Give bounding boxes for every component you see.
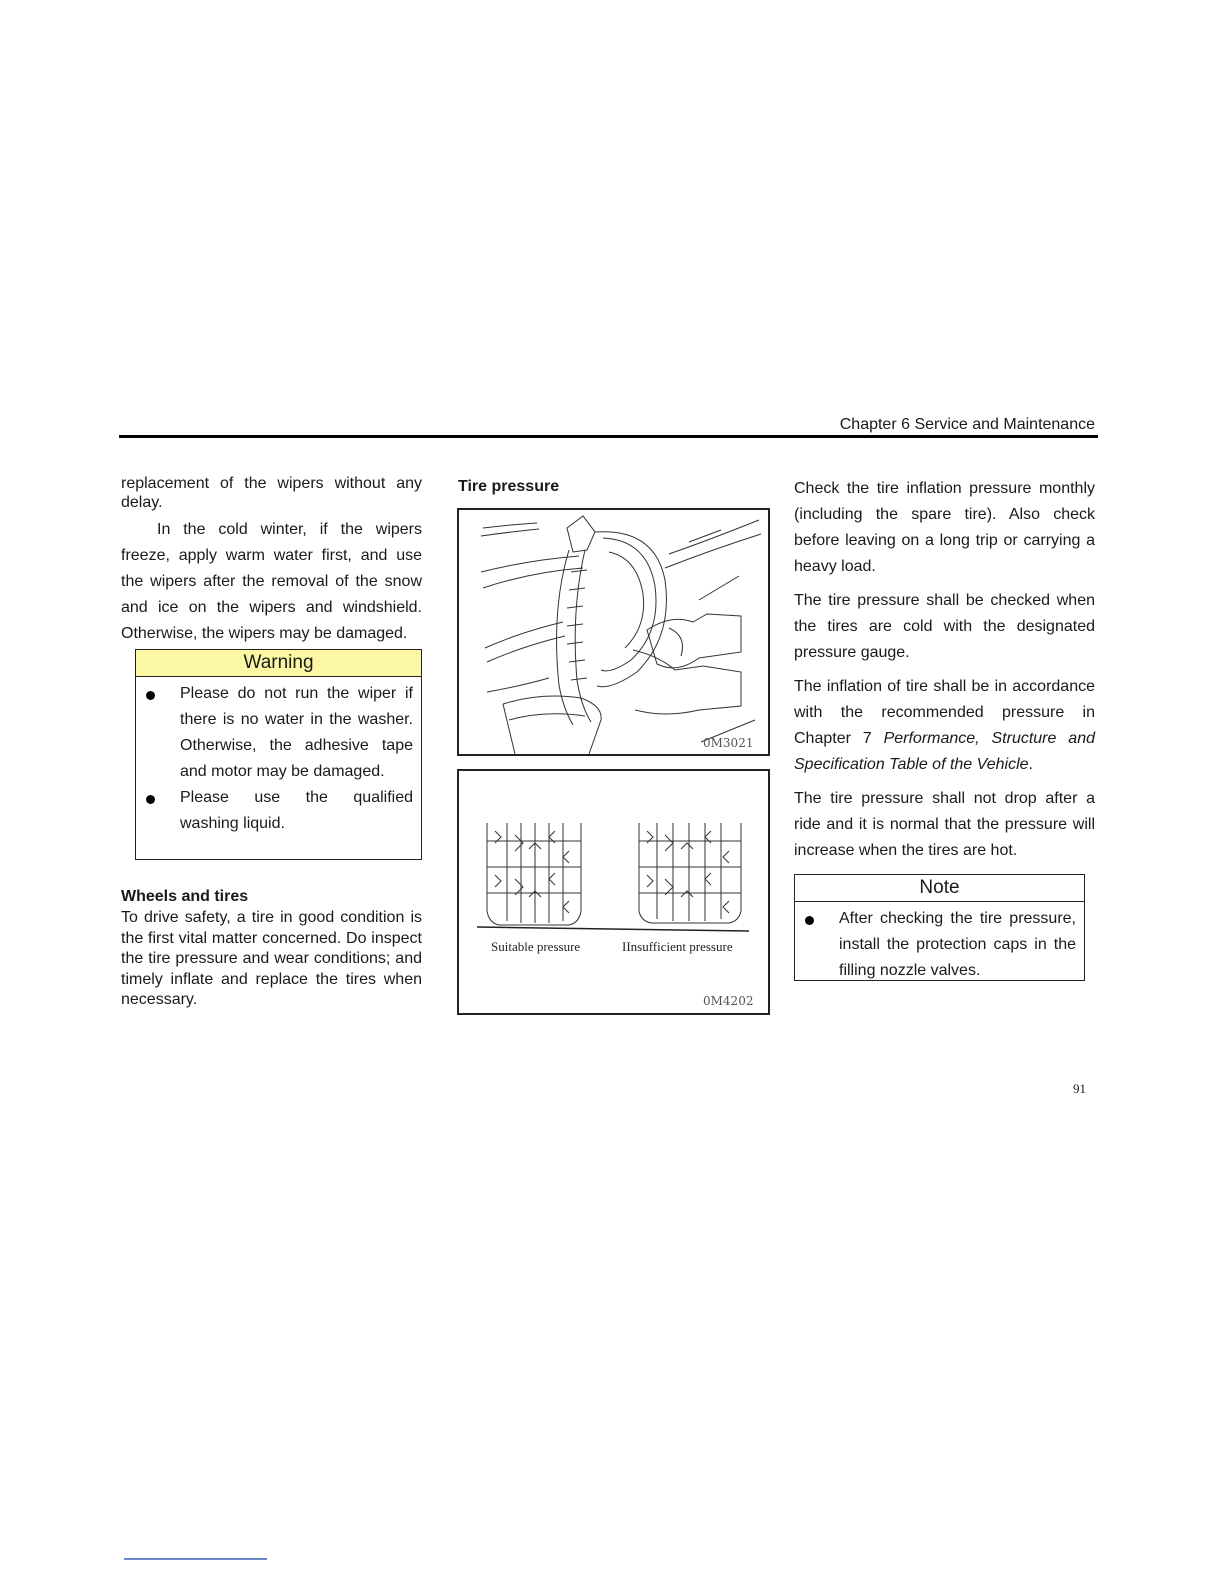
chapter-title: Chapter 6 Service and Maintenance: [839, 416, 1095, 433]
note-item-text: After checking the tire pressure, install the protection caps in the filling nozzle valves.: [839, 910, 1076, 979]
header-rule: [119, 435, 1098, 438]
wheels-tires-heading: Wheels and tires: [121, 888, 249, 905]
warning-item-text: Please use the qualified washing liquid.: [180, 789, 413, 832]
tire-inflation-figure: [457, 508, 770, 756]
pressure-after-ride-text: The tire pressure shall not drop after a ride and it is normal that the pressure will increase when the tires are hot.: [794, 790, 1095, 859]
recommended-pressure-end: .: [1028, 756, 1033, 773]
tread-pressure-figure: [457, 769, 770, 1015]
page-number: 91: [1073, 1081, 1086, 1096]
cold-winter-text: In the cold winter, if the wipers freeze, apply warm water first, and use the wipers after the removal of the snow and ice on the wipers and windshield. Otherwise, the wipers may be damaged.: [121, 521, 422, 642]
recommended-pressure-text: [794, 674, 1095, 778]
recommended-pressure-start: The inflation of tire shall be in accordance with the recommended pressure in Chapter 7: [794, 678, 1095, 747]
warning-item-no-water: [136, 681, 413, 785]
caption-suitable-pressure: Suitable pressure: [491, 939, 581, 954]
wheels-tires-text: To drive safety, a tire in good condition is the first vital matter concerned. Do inspect the tire pressure and wear conditions; and timely inflate and replace the tires when necessary.: [121, 909, 422, 1008]
bullet-icon: [146, 691, 155, 700]
cold-tires-text: The tire pressure shall be checked when the tires are cold with the designated pressure gauge.: [794, 592, 1095, 661]
spec-table-reference: Performance, Structure and Specification Table of the Vehicle: [794, 730, 1095, 773]
right-column: [794, 476, 1095, 981]
warning-item-washing-liquid: [136, 785, 413, 837]
note-box: [794, 874, 1085, 981]
tire-pressure-heading: Tire pressure: [458, 478, 560, 495]
warning-title: Warning: [136, 650, 421, 677]
tire-inflation-illustration: [459, 510, 768, 754]
left-column: [121, 474, 422, 1011]
warning-box: [135, 649, 422, 860]
note-title: Note: [795, 875, 1084, 902]
check-monthly-text: Check the tire inflation pressure monthly (including the spare tire). Also check before leaving on a long trip or carrying a heavy load.: [794, 480, 1095, 575]
footer-link-underline: [124, 1558, 267, 1560]
bullet-icon: [805, 916, 814, 925]
warning-item-text: Please do not run the wiper if there is no water in the washer. Otherwise, the adhesive tape and motor may be damaged.: [180, 685, 413, 780]
figure-code: 0M4202: [703, 994, 754, 1008]
wipers-replacement-text: replacement of the wipers without any delay.: [121, 475, 422, 511]
note-item: [795, 906, 1076, 984]
bullet-icon: [146, 795, 155, 804]
tread-pressure-illustration: [459, 771, 768, 1013]
figure-code: 0M3021: [703, 736, 754, 750]
caption-insufficient-pressure: IInsufficient pressure: [622, 939, 733, 954]
